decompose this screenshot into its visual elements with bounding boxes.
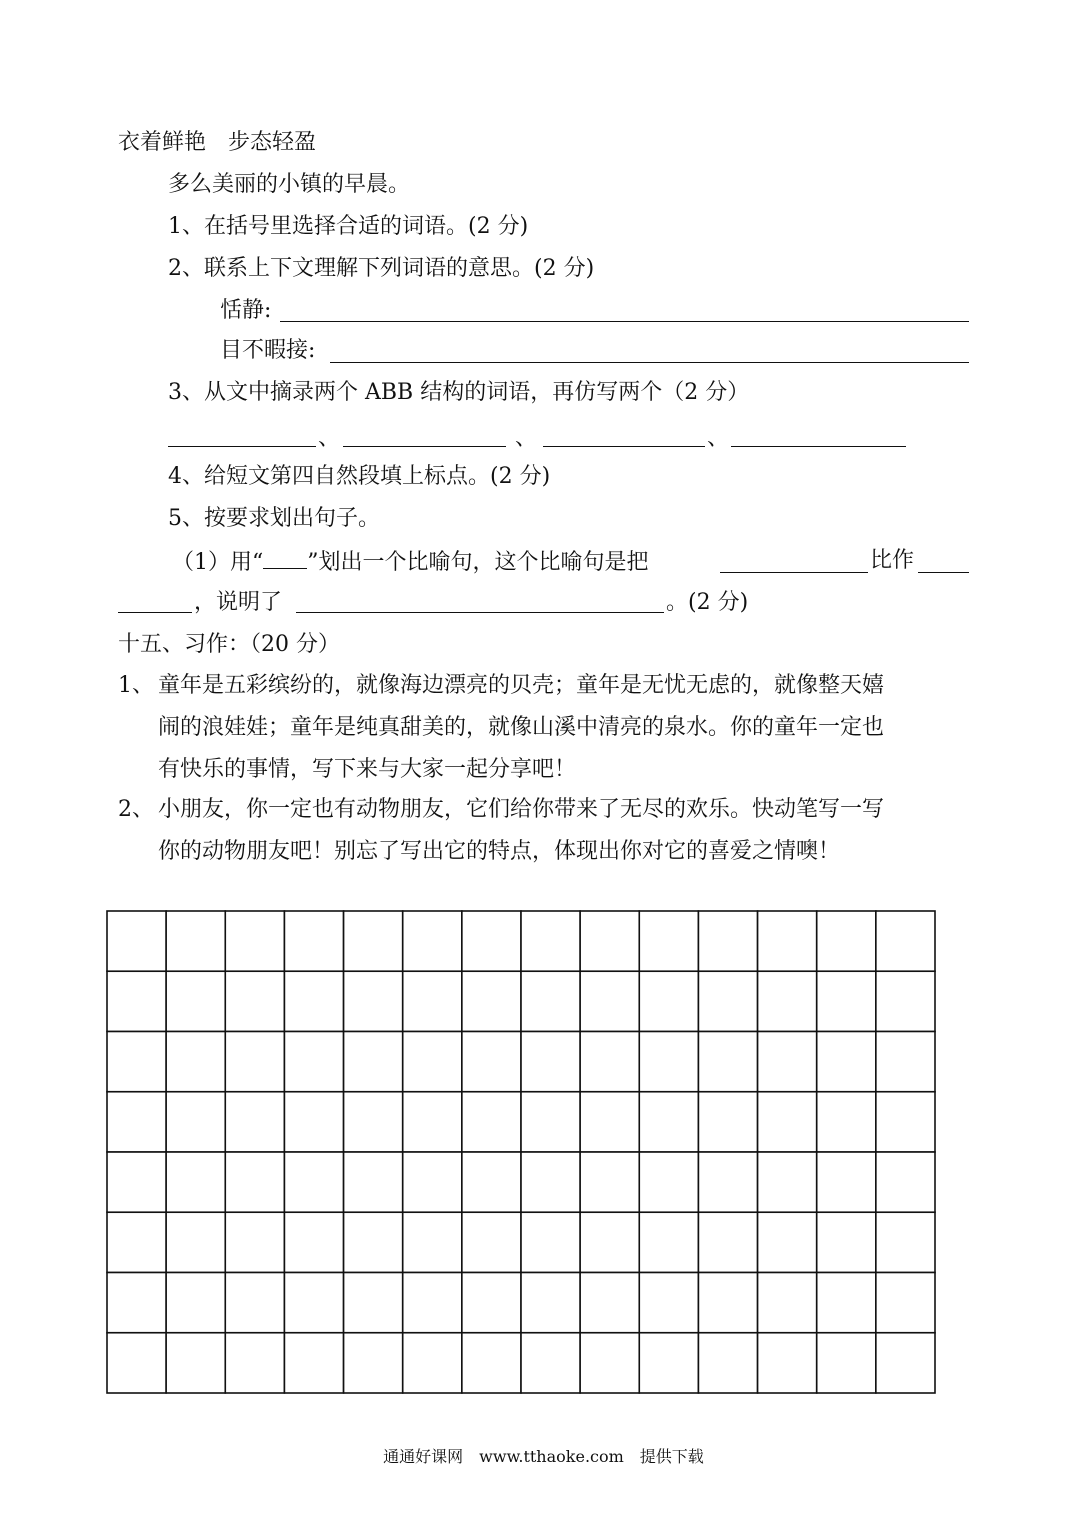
grid-cell[interactable] xyxy=(225,971,284,1031)
grid-cell[interactable] xyxy=(758,1032,817,1092)
grid-cell[interactable] xyxy=(225,1212,284,1272)
grid-cell[interactable] xyxy=(580,1212,639,1272)
q5-1-text-b: ”划出一个比喻句，这个比喻句是把 xyxy=(307,550,649,575)
grid-cell[interactable] xyxy=(521,1212,580,1272)
grid-cell[interactable] xyxy=(876,1152,935,1212)
grid-cell[interactable] xyxy=(639,1273,698,1333)
grid-cell[interactable] xyxy=(462,971,521,1031)
grid-cell[interactable] xyxy=(639,1212,698,1272)
grid-cell[interactable] xyxy=(344,1212,403,1272)
q5-1-text-e: 。(2 分) xyxy=(666,590,749,615)
grid-cell[interactable] xyxy=(166,911,225,971)
grid-cell[interactable] xyxy=(403,1212,462,1272)
grid-cell[interactable] xyxy=(521,1152,580,1212)
grid-cell[interactable] xyxy=(817,1333,876,1393)
q3-blank-2[interactable] xyxy=(343,446,506,447)
grid-cell[interactable] xyxy=(580,1333,639,1393)
grid-cell[interactable] xyxy=(521,1333,580,1393)
question-2: 2、联系上下文理解下列词语的意思。(2 分) xyxy=(168,256,595,281)
grid-cell[interactable] xyxy=(698,1152,757,1212)
grid-cell[interactable] xyxy=(521,911,580,971)
grid-cell[interactable] xyxy=(225,1092,284,1152)
grid-cell[interactable] xyxy=(462,1032,521,1092)
grid-cell[interactable] xyxy=(344,1032,403,1092)
grid-cell[interactable] xyxy=(698,1032,757,1092)
composition-title: 十五、习作：（20 分） xyxy=(118,632,340,657)
prompt-1-line-2: 闹的浪娃娃；童年是纯真甜美的，就像山溪中清亮的泉水。你的童年一定也 xyxy=(158,715,885,740)
grid-cell[interactable] xyxy=(758,1152,817,1212)
grid-cell[interactable] xyxy=(225,1333,284,1393)
grid-cell[interactable] xyxy=(758,1333,817,1393)
grid-cell[interactable] xyxy=(698,1333,757,1393)
grid-cell[interactable] xyxy=(166,1152,225,1212)
q5-1-text-c: 比作 xyxy=(870,548,915,573)
q5-1-blank-object-part1[interactable] xyxy=(918,572,969,573)
grid-cell[interactable] xyxy=(344,1092,403,1152)
grid-cell[interactable] xyxy=(817,911,876,971)
grid-cell[interactable] xyxy=(580,1032,639,1092)
grid-cell[interactable] xyxy=(225,911,284,971)
grid-cell[interactable] xyxy=(639,1032,698,1092)
grid-cell[interactable] xyxy=(580,1273,639,1333)
grid-cell[interactable] xyxy=(166,1333,225,1393)
q5-1-text-d: ，说明了 xyxy=(194,590,283,615)
grid-cell[interactable] xyxy=(758,1212,817,1272)
grid-cell[interactable] xyxy=(698,1273,757,1333)
grid-cell[interactable] xyxy=(521,1032,580,1092)
grid-cell[interactable] xyxy=(521,1092,580,1152)
grid-cell[interactable] xyxy=(225,1273,284,1333)
grid-cell[interactable] xyxy=(344,1273,403,1333)
passage-line-1: 衣着鲜艳 步态轻盈 xyxy=(118,130,317,155)
prompt-1-line-3: 有快乐的事情，写下来与大家一起分享吧！ xyxy=(158,757,577,782)
grid-cell[interactable] xyxy=(284,1092,343,1152)
grid-cell[interactable] xyxy=(462,1333,521,1393)
grid-cell[interactable] xyxy=(166,971,225,1031)
grid-cell[interactable] xyxy=(639,911,698,971)
grid-cell[interactable] xyxy=(817,1092,876,1152)
q5-1-underline-sample xyxy=(263,546,307,569)
question-4: 4、给短文第四自然段填上标点。(2 分) xyxy=(168,464,551,489)
grid-cell[interactable] xyxy=(284,1273,343,1333)
grid-cell[interactable] xyxy=(639,1152,698,1212)
grid-cell[interactable] xyxy=(344,1333,403,1393)
grid-cell[interactable] xyxy=(876,1212,935,1272)
grid-cell[interactable] xyxy=(107,1333,166,1393)
grid-cell[interactable] xyxy=(225,1032,284,1092)
prompt-1-line-1: 童年是五彩缤纷的，就像海边漂亮的贝壳；童年是无忧无虑的，就像整天嬉 xyxy=(158,673,885,698)
grid-cell[interactable] xyxy=(758,911,817,971)
grid-cell[interactable] xyxy=(403,1152,462,1212)
grid-cell[interactable] xyxy=(758,1273,817,1333)
grid-cell[interactable] xyxy=(698,971,757,1031)
grid-cell[interactable] xyxy=(107,911,166,971)
question-5: 5、按要求划出句子。 xyxy=(168,506,380,531)
grid-cell[interactable] xyxy=(344,1152,403,1212)
grid-cell[interactable] xyxy=(107,1092,166,1152)
grid-cell[interactable] xyxy=(462,1152,521,1212)
grid-cell[interactable] xyxy=(462,1092,521,1152)
grid-cell[interactable] xyxy=(876,1032,935,1092)
grid-cell[interactable] xyxy=(817,1212,876,1272)
grid-cell[interactable] xyxy=(580,1092,639,1152)
grid-cell[interactable] xyxy=(521,971,580,1031)
grid-cell[interactable] xyxy=(166,1273,225,1333)
q2-word-2: 目不暇接: xyxy=(220,338,316,363)
grid-cell[interactable] xyxy=(107,1212,166,1272)
grid-cell[interactable] xyxy=(462,911,521,971)
grid-cell[interactable] xyxy=(758,971,817,1031)
prompt-2-number: 2、 xyxy=(118,797,154,822)
grid-cell[interactable] xyxy=(876,911,935,971)
grid-cell[interactable] xyxy=(284,1333,343,1393)
grid-cell[interactable] xyxy=(284,911,343,971)
grid-cell[interactable] xyxy=(403,1333,462,1393)
grid-cell[interactable] xyxy=(344,971,403,1031)
grid-cell[interactable] xyxy=(403,1273,462,1333)
grid-cell[interactable] xyxy=(284,1032,343,1092)
grid-cell[interactable] xyxy=(817,971,876,1031)
grid-cell[interactable] xyxy=(403,911,462,971)
q5-1-text-a: （1）用“ xyxy=(172,550,264,575)
grid-cell[interactable] xyxy=(876,1273,935,1333)
q2-word-1: 恬静: xyxy=(220,298,272,323)
q3-blank-4[interactable] xyxy=(731,446,906,447)
prompt-1-number: 1、 xyxy=(118,673,154,698)
grid-cell[interactable] xyxy=(284,971,343,1031)
grid-cell[interactable] xyxy=(876,971,935,1031)
q3-separator: 、 xyxy=(515,426,538,451)
grid-cell[interactable] xyxy=(284,1152,343,1212)
grid-cell[interactable] xyxy=(107,971,166,1031)
q2-answer-line-2[interactable] xyxy=(330,362,969,363)
grid-cell[interactable] xyxy=(284,1212,343,1272)
q3-separator: 、 xyxy=(707,426,730,451)
question-1: 1、在括号里选择合适的词语。(2 分) xyxy=(168,214,529,239)
grid-cell[interactable] xyxy=(698,1092,757,1152)
prompt-2-line-2: 你的动物朋友吧！别忘了写出它的特点，体现出你对它的喜爱之情噢！ xyxy=(158,839,841,864)
q3-blank-3[interactable] xyxy=(543,446,705,447)
grid-cell[interactable] xyxy=(580,911,639,971)
question-5-1-line-1 xyxy=(172,546,649,578)
grid-cell[interactable] xyxy=(876,1333,935,1393)
q5-1-blank-subject[interactable] xyxy=(720,572,868,573)
q2-answer-line-1[interactable] xyxy=(280,321,969,322)
grid-cell[interactable] xyxy=(107,1273,166,1333)
grid-cell[interactable] xyxy=(580,971,639,1031)
grid-cell[interactable] xyxy=(817,1273,876,1333)
q5-1-blank-meaning[interactable] xyxy=(296,612,664,613)
passage-line-2: 多么美丽的小镇的早晨。 xyxy=(168,172,411,197)
grid-cell[interactable] xyxy=(107,1032,166,1092)
grid-cell[interactable] xyxy=(639,971,698,1031)
grid-cell[interactable] xyxy=(403,1032,462,1092)
grid-cell[interactable] xyxy=(462,1273,521,1333)
grid-cell[interactable] xyxy=(876,1092,935,1152)
q3-blank-1[interactable] xyxy=(168,446,316,447)
grid-cell[interactable] xyxy=(639,1092,698,1152)
grid-cell[interactable] xyxy=(521,1273,580,1333)
grid-cell[interactable] xyxy=(758,1092,817,1152)
grid-cell[interactable] xyxy=(462,1212,521,1272)
grid-cell[interactable] xyxy=(580,1152,639,1212)
grid-cell[interactable] xyxy=(166,1092,225,1152)
question-3: 3、从文中摘录两个 ABB 结构的词语，再仿写两个（2 分） xyxy=(168,380,750,405)
grid-cell[interactable] xyxy=(698,1212,757,1272)
grid-cell[interactable] xyxy=(639,1333,698,1393)
footer-credit: 通通好课网 www.tthaoke.com 提供下载 xyxy=(383,1447,704,1466)
grid-cell[interactable] xyxy=(817,1032,876,1092)
grid-cell[interactable] xyxy=(166,1212,225,1272)
grid-cell[interactable] xyxy=(817,1152,876,1212)
grid-cell[interactable] xyxy=(344,911,403,971)
grid-cell[interactable] xyxy=(225,1152,284,1212)
q5-1-blank-object-part2[interactable] xyxy=(118,612,192,613)
grid-cell[interactable] xyxy=(403,971,462,1031)
grid-cell[interactable] xyxy=(403,1092,462,1152)
grid-cell[interactable] xyxy=(166,1032,225,1092)
writing-grid[interactable] xyxy=(106,910,936,1394)
grid-cell[interactable] xyxy=(107,1152,166,1212)
grid-cell[interactable] xyxy=(698,911,757,971)
prompt-2-line-1: 小朋友，你一定也有动物朋友，它们给你带来了无尽的欢乐。快动笔写一写 xyxy=(158,797,885,822)
q3-separator: 、 xyxy=(318,426,341,451)
